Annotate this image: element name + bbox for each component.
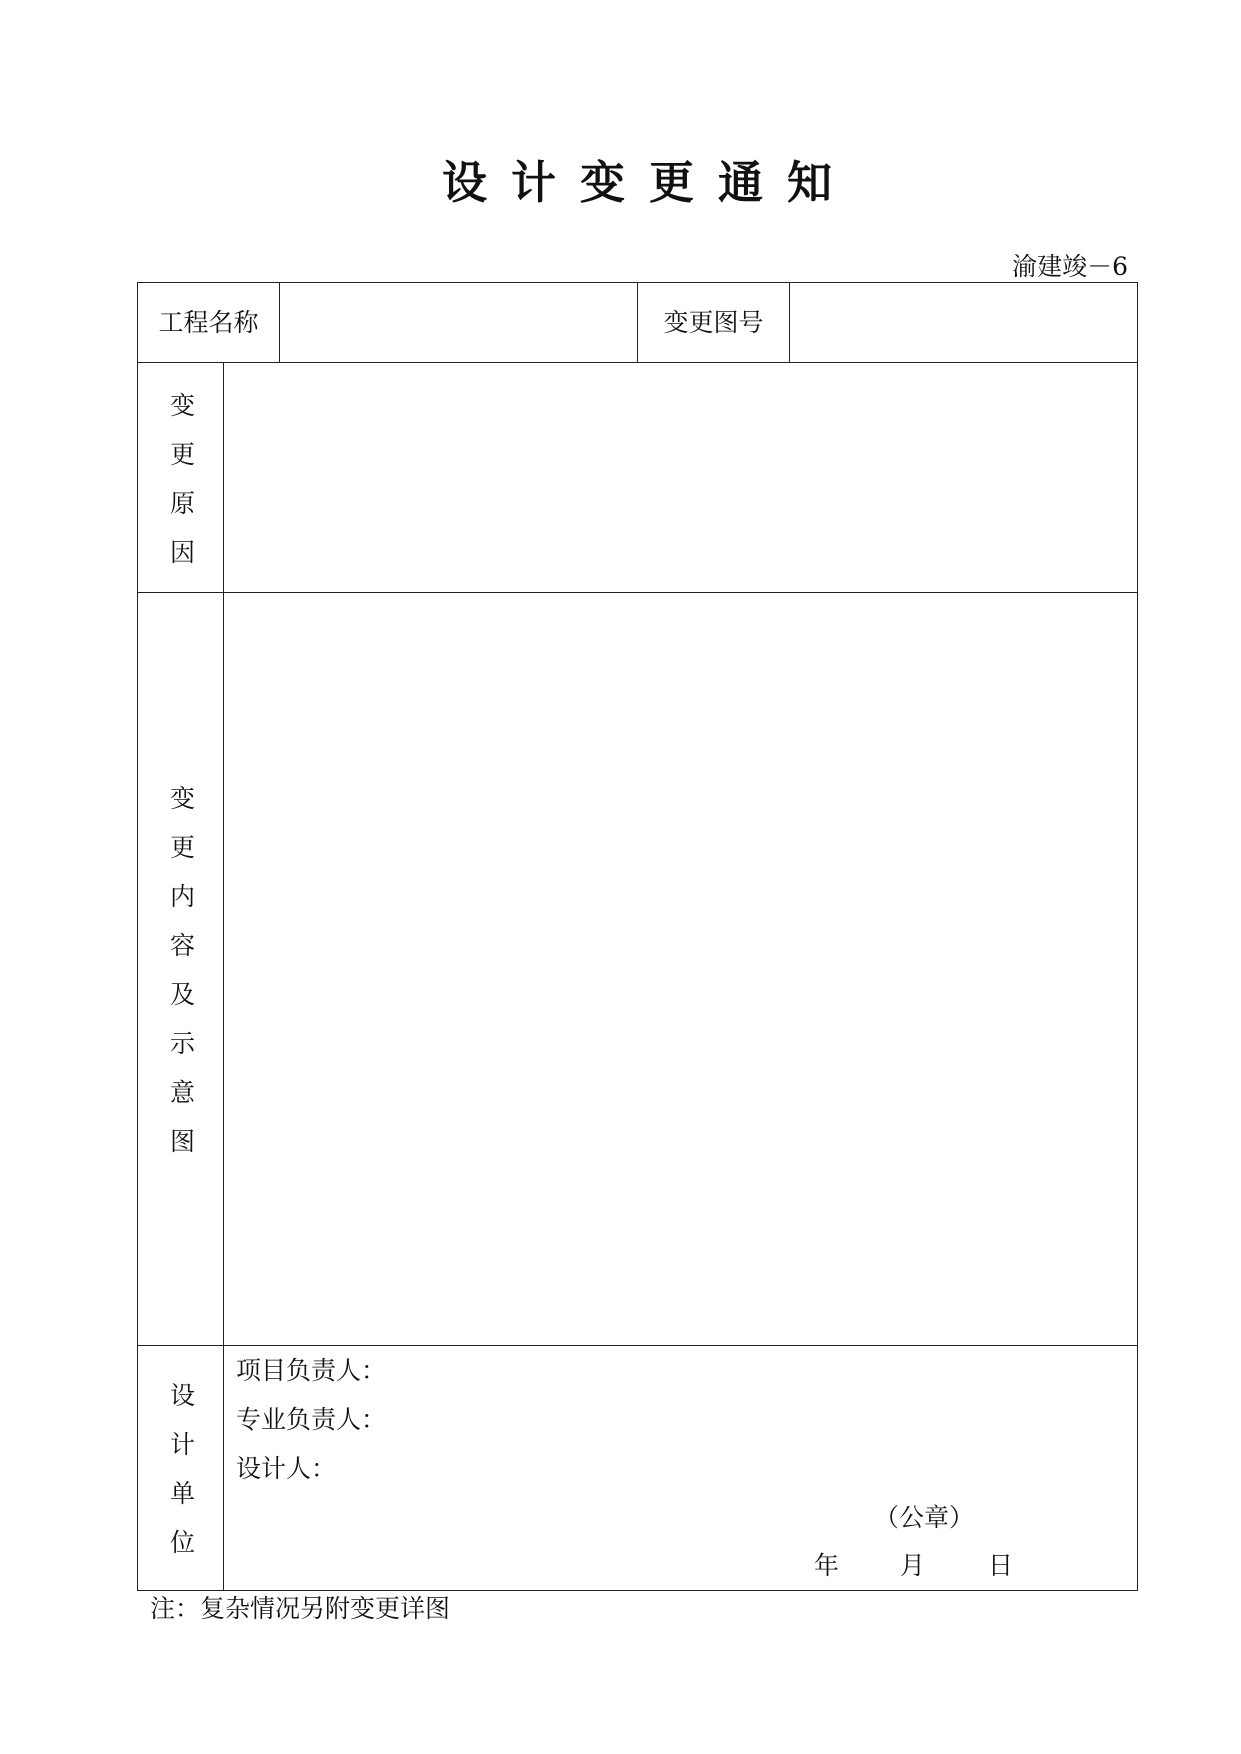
date-year-label: 年 xyxy=(814,1551,840,1580)
design-unit-label-cell xyxy=(138,1346,224,1591)
change-content-label: 变更内容及示意图 xyxy=(166,785,196,1177)
drawing-no-label: 变更图号 xyxy=(663,307,764,337)
change-notice-form-table xyxy=(137,282,1138,1591)
drawing-no-value-cell xyxy=(790,283,1138,363)
project-lead-label: 项目负责人： xyxy=(236,1356,387,1385)
design-unit-signature-cell xyxy=(224,1346,1138,1591)
official-seal-label: （公章） xyxy=(874,1503,975,1532)
change-content-area xyxy=(224,593,1138,1346)
designer-label: 设计人： xyxy=(236,1454,337,1483)
change-reason-label-cell xyxy=(138,363,224,593)
design-unit-label: 设计单位 xyxy=(166,1382,196,1578)
discipline-lead-label: 专业负责人： xyxy=(236,1405,387,1434)
drawing-no-label-cell xyxy=(638,283,790,363)
document-title: 设计变更通知 xyxy=(442,156,857,209)
project-name-label: 工程名称 xyxy=(158,307,259,337)
date-month-label: 月 xyxy=(900,1551,926,1580)
project-name-label-cell xyxy=(138,283,280,363)
change-content-label-cell xyxy=(138,593,224,1346)
footnote: 注：复杂情况另附变更详图 xyxy=(150,1594,451,1623)
change-reason-label: 变更原因 xyxy=(166,391,196,588)
form-code: 渝建竣－6 xyxy=(1012,252,1128,281)
change-reason-content-cell xyxy=(224,363,1138,593)
date-day-label: 日 xyxy=(988,1551,1014,1580)
project-name-value-cell xyxy=(280,283,638,363)
